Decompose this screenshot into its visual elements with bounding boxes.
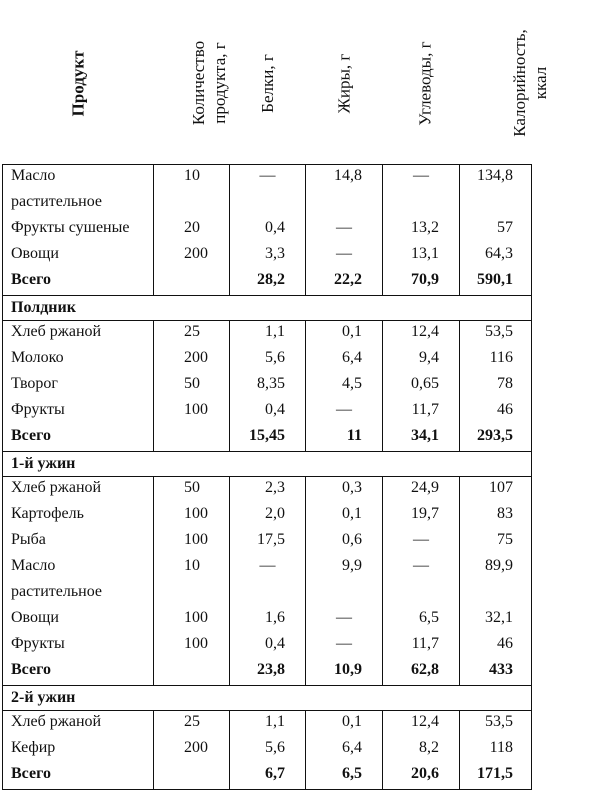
total-protein: 28,2 (230, 269, 306, 296)
total-fat: 10,9 (306, 659, 383, 686)
calories-cell (460, 191, 532, 217)
total-carbs: 20,6 (383, 763, 460, 790)
table-row (3, 243, 532, 269)
header-calories: Калорийность, ккал (509, 29, 550, 137)
section-title: Полдник (3, 296, 532, 321)
protein-cell: 0,4 (230, 399, 306, 425)
calories-cell: 116 (460, 347, 532, 373)
fat-cell: 6,4 (306, 737, 383, 763)
carbs-cell: — (383, 529, 460, 555)
table-row (3, 373, 532, 399)
fat-cell: 9,9 (306, 555, 383, 581)
product-name-cell: Хлеб ржаной (3, 477, 154, 504)
table-row (3, 503, 532, 529)
total-fat: 22,2 (306, 269, 383, 296)
carbs-cell: 11,7 (383, 633, 460, 659)
total-quantity-cell (154, 425, 230, 452)
product-name-cell: Фрукты (3, 633, 154, 659)
protein-cell: 3,3 (230, 243, 306, 269)
carbs-cell: 13,2 (383, 217, 460, 243)
total-row (3, 269, 532, 296)
calories-cell: 134,8 (460, 165, 532, 192)
section-title: 2-й ужин (3, 686, 532, 711)
table-row (3, 633, 532, 659)
total-carbs: 62,8 (383, 659, 460, 686)
protein-cell: 8,35 (230, 373, 306, 399)
protein-cell: 0,4 (230, 633, 306, 659)
fat-cell: — (306, 399, 383, 425)
section-header-row (3, 686, 532, 711)
calories-cell: 57 (460, 217, 532, 243)
carbs-cell: 12,4 (383, 321, 460, 348)
total-label: Всего (3, 269, 154, 296)
protein-cell: 2,3 (230, 477, 306, 504)
quantity-cell: 50 (154, 373, 230, 399)
fat-cell: — (306, 243, 383, 269)
calories-cell: 89,9 (460, 555, 532, 581)
total-calories: 293,5 (460, 425, 532, 452)
product-name-cell: Овощи (3, 243, 154, 269)
protein-cell (230, 581, 306, 607)
carbs-cell: 8,2 (383, 737, 460, 763)
total-calories: 171,5 (460, 763, 532, 790)
quantity-cell: 200 (154, 243, 230, 269)
quantity-cell: 25 (154, 321, 230, 348)
carbs-cell: 11,7 (383, 399, 460, 425)
protein-cell: — (230, 555, 306, 581)
fat-cell: 14,8 (306, 165, 383, 192)
table-row (3, 191, 532, 217)
quantity-cell: 100 (154, 529, 230, 555)
product-name-cell: Хлеб ржаной (3, 321, 154, 348)
product-name-cell: Рыба (3, 529, 154, 555)
quantity-cell (154, 581, 230, 607)
protein-cell: 1,6 (230, 607, 306, 633)
product-name-cell: Картофель (3, 503, 154, 529)
product-name-cell: Масло (3, 555, 154, 581)
total-quantity-cell (154, 763, 230, 790)
fat-cell: 0,1 (306, 503, 383, 529)
product-name-cell: Хлеб ржаной (3, 711, 154, 738)
table-row (3, 321, 532, 348)
fat-cell: — (306, 607, 383, 633)
header-quantity: Количество продукта, г (188, 40, 229, 126)
quantity-cell: 200 (154, 737, 230, 763)
carbs-cell: — (383, 555, 460, 581)
calories-cell: 107 (460, 477, 532, 504)
carbs-cell: 24,9 (383, 477, 460, 504)
carbs-cell: 0,65 (383, 373, 460, 399)
header-row (3, 2, 532, 165)
total-calories: 433 (460, 659, 532, 686)
quantity-cell: 25 (154, 711, 230, 738)
table-row (3, 737, 532, 763)
product-name-cell: Масло (3, 165, 154, 192)
calories-cell: 118 (460, 737, 532, 763)
calories-cell: 64,3 (460, 243, 532, 269)
table-row (3, 165, 532, 192)
section-header-row (3, 296, 532, 321)
header-fat: Жиры, г (334, 53, 354, 113)
product-name-cell: Кефир (3, 737, 154, 763)
calories-cell: 75 (460, 529, 532, 555)
total-row (3, 659, 532, 686)
quantity-cell: 100 (154, 503, 230, 529)
quantity-cell: 10 (154, 165, 230, 192)
total-protein: 15,45 (230, 425, 306, 452)
header-product: Продукт (68, 50, 88, 116)
product-name-cell: растительное (3, 191, 154, 217)
fat-cell: — (306, 633, 383, 659)
fat-cell: 0,1 (306, 321, 383, 348)
total-carbs: 34,1 (383, 425, 460, 452)
calories-cell: 46 (460, 633, 532, 659)
calories-cell (460, 581, 532, 607)
carbs-cell: 12,4 (383, 711, 460, 738)
total-protein: 23,8 (230, 659, 306, 686)
product-name-cell: Овощи (3, 607, 154, 633)
total-row (3, 425, 532, 452)
quantity-cell: 50 (154, 477, 230, 504)
table-row (3, 399, 532, 425)
quantity-cell (154, 191, 230, 217)
product-name-cell: Фрукты сушеные (3, 217, 154, 243)
table-row (3, 347, 532, 373)
carbs-cell: 9,4 (383, 347, 460, 373)
carbs-cell: 19,7 (383, 503, 460, 529)
carbs-cell: 13,1 (383, 243, 460, 269)
table-row (3, 555, 532, 581)
quantity-cell: 100 (154, 607, 230, 633)
table-row (3, 529, 532, 555)
carbs-cell: 6,5 (383, 607, 460, 633)
section-header-row (3, 452, 532, 477)
fat-cell: 0,1 (306, 711, 383, 738)
total-protein: 6,7 (230, 763, 306, 790)
header-protein: Белки, г (258, 53, 277, 113)
protein-cell: 0,4 (230, 217, 306, 243)
section-title: 1-й ужин (3, 452, 532, 477)
product-name-cell: Молоко (3, 347, 154, 373)
calories-cell: 53,5 (460, 321, 532, 348)
table-row (3, 217, 532, 243)
protein-cell: 5,6 (230, 347, 306, 373)
protein-cell: 2,0 (230, 503, 306, 529)
total-label: Всего (3, 763, 154, 790)
fat-cell (306, 581, 383, 607)
quantity-cell: 20 (154, 217, 230, 243)
total-row (3, 763, 532, 790)
protein-cell: 5,6 (230, 737, 306, 763)
total-fat: 6,5 (306, 763, 383, 790)
calories-cell: 53,5 (460, 711, 532, 738)
quantity-cell: 100 (154, 399, 230, 425)
total-quantity-cell (154, 659, 230, 686)
calories-cell: 32,1 (460, 607, 532, 633)
product-name-cell: Творог (3, 373, 154, 399)
calories-cell: 46 (460, 399, 532, 425)
protein-cell: 1,1 (230, 321, 306, 348)
carbs-cell (383, 581, 460, 607)
total-quantity-cell (154, 269, 230, 296)
total-label: Всего (3, 659, 154, 686)
product-name-cell: растительное (3, 581, 154, 607)
calories-cell: 78 (460, 373, 532, 399)
fat-cell: 0,6 (306, 529, 383, 555)
protein-cell: 1,1 (230, 711, 306, 738)
protein-cell (230, 191, 306, 217)
quantity-cell: 200 (154, 347, 230, 373)
table-row (3, 581, 532, 607)
header-carbs: Углеводы, г (415, 40, 435, 126)
fat-cell: — (306, 217, 383, 243)
calories-cell: 83 (460, 503, 532, 529)
quantity-cell: 10 (154, 555, 230, 581)
fat-cell: 4,5 (306, 373, 383, 399)
table-row (3, 607, 532, 633)
total-calories: 590,1 (460, 269, 532, 296)
fat-cell (306, 191, 383, 217)
quantity-cell: 100 (154, 633, 230, 659)
protein-cell: — (230, 165, 306, 192)
total-carbs: 70,9 (383, 269, 460, 296)
table-row (3, 477, 532, 504)
total-label: Всего (3, 425, 154, 452)
table-body (3, 165, 532, 790)
table-row (3, 711, 532, 738)
fat-cell: 6,4 (306, 347, 383, 373)
carbs-cell: — (383, 165, 460, 192)
product-name-cell: Фрукты (3, 399, 154, 425)
nutrition-table (2, 2, 550, 790)
total-fat: 11 (306, 425, 383, 452)
protein-cell: 17,5 (230, 529, 306, 555)
fat-cell: 0,3 (306, 477, 383, 504)
carbs-cell (383, 191, 460, 217)
